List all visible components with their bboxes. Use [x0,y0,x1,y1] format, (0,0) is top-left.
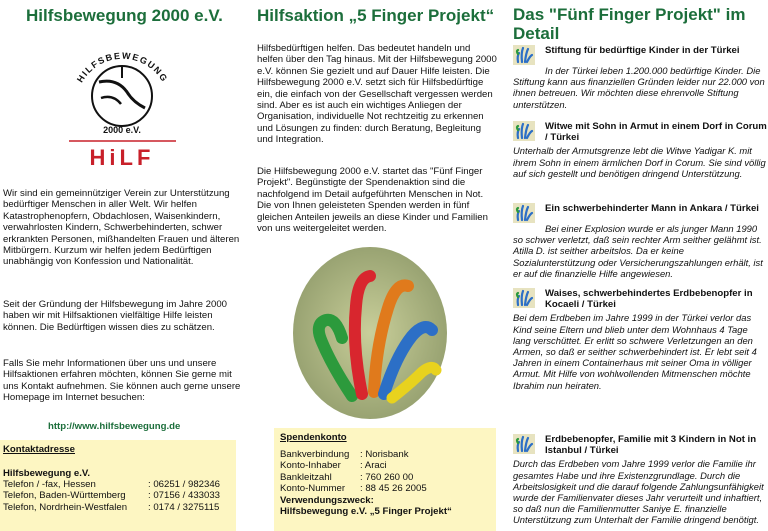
detail-item [513,203,768,279]
purpose-label: Verwendungszweck: [280,494,374,506]
detail-item [513,45,768,110]
item-title: Waises, schwerbehindertes Erdbebenopfer in Kocaeli / Türkei [545,288,753,311]
contact-box [0,440,236,531]
donation-row: Bankverbindung : Norisbank [280,449,409,460]
logo-year: 2000 e.V. [103,125,141,135]
intro-text: Wir sind ein gemeinnütziger Verein zur Unterstützung bedürftiger Menschen in aller Welt. Wir helfen Katastrophenopfern, Obdachlosen, Waisenkindern, verwahrlosten Kindern, Schwerbehinderten, schwer erkrankten Personen, mißhandelten Frauen und älteren Mitbürgern. Kurzum wir helfen jedem Bedürftigen unabhängig von Konfession und Nationalität. [3,188,240,268]
item-body: Unterhalb der Armutsgrenze lebt die Witwe Yadigar K. mit ihrem Sohn in einem ärmlichen Dorf in Corum. Sie sind völlig auf sich gestellt und benötigen dringend Unterstützung. [513,145,766,179]
item-title: Stiftung für bedürftige Kinder in der Türkei [545,45,740,56]
donation-account-box [274,428,496,531]
project-heading: Hilfsaktion „5 Finger Projekt“ [257,6,495,25]
contact-row: Telefon, Baden-Württemberg : 07156 / 433033 [3,490,221,502]
hand-icon [513,121,535,141]
detail-item [513,288,768,391]
contact-row: Telefon, Nordrhein-Westfalen : 0174 / 3275115 [3,501,220,513]
logo-arc-text: HILFSBEWEGUNG [74,50,171,85]
item-body: Bei einer Explosion wurde er als junger Mann 1990 so schwer verletzt, daß sein rechter Arm seither gelähmt ist. Atilla D. ist seither arbeitslos. Da er keine Sozialunterstützung oder Versicherungszahlungen erhält, ist er auf die finanzielle Hilfe angewiesen. [513,223,763,279]
hand-icon [513,203,535,223]
contact-row: Telefon / -fax, Hessen : 06251 / 982346 [3,479,221,491]
item-body: In der Türkei leben 1.200.000 bedürftige Kinder. Die Stiftung kann aus finanziellen Gründen leider nur 22.000 von ihnen betreuen. Wir möchten diese ehrenvolle Stiftung unterstützen. [513,65,765,110]
logo-brand: HiLF [89,145,155,168]
info-text: Falls Sie mehr Informationen über uns und unsere Hilfsaktionen erfahren möchten, können Sie gerne mit uns Kontakt aufnehmen. Sie können auch gerne unsere Homepage im Internet besuchen: [3,358,241,404]
hand-painting-image [292,246,448,420]
detail-heading: Das "Fünf Finger Projekt" im Detail [513,5,746,43]
hand-icon [513,434,535,454]
hilf-logo [55,38,190,168]
donation-row: Bankleitzahl : 760 260 00 [280,471,414,483]
org-heading: Hilfsbewegung 2000 e.V. [26,6,223,25]
column-organization [0,0,244,531]
donation-row: Konto-Inhaber : Araci [280,460,387,472]
hand-icon [513,45,535,65]
donation-row: Konto-Nummer : 88 45 26 2005 [280,483,427,495]
detail-item [513,434,768,526]
item-title: Ein schwerbehinderter Mann in Ankara / Türkei [545,203,759,214]
project-text-2: Die Hilfsbewegung 2000 e.V. startet das "Fünf Finger Projekt". Begünstigte der Spendenaktion sind die nachfolgend im Detail aufgeführten Menschen in Not. Die von Ihnen geleisteten Spenden werden in fünf gleichen Anteilen jeweils an diese Kinder und Familien von uns weitergeleitet werden. [257,166,488,235]
contact-heading: Kontaktadresse [3,444,75,455]
column-detail [510,0,768,531]
founding-text: Seit der Gründung der Hilfsbewegung im Jahre 2000 haben wir mit Hilfsaktionen vielfältige Hilfe leisten können. Die Bedürftigen wissen dies zu schätzen. [3,299,227,333]
hand-icon [513,288,535,308]
project-text-1: Hilfsbedürftigen helfen. Das bedeutet handeln und helfen über den Tag hinaus. Mit der Hilfsbewegung 2000 e.V. können Sie gezielt und auf Dauer Hilfe leisten. Die Hilfsbewegung 2000 e.V. setzt sich für Hilfsbedürftige ein, die einfach von der Gesellschaft vergessen werden sind. Aber es ist auch ein wichtiges Anliegen der Organisation, individuelle Not rechtzeitig zu erkennen und Lösungen zu finden: durch Beratung, Begleitung und Integration. [257,43,497,146]
column-project [254,0,498,531]
item-title: Witwe mit Sohn in Armut in einem Dorf in Corum / Türkei [545,121,767,144]
detail-item [513,121,768,179]
purpose-value: Hilfsbewegung e.V. „5 Finger Projekt“ [280,506,452,518]
item-body: Bei dem Erdbeben im Jahre 1999 in der Türkei verlor das Kind seine Eltern und blieb unter dem Wohnhaus 4 Tage lang verschüttet. Er erlitt so schwere Verletzungen an den Armen, so daß er seither schwerbehindert ist. Er lebt seit 4 Jahren in einem Containerhaus mit seiner Oma in völliger Armut. Mit Hilfe von wohlwollenden Mitmenschen möchte Ibrahim nun heiraten. [513,312,757,391]
donation-heading: Spendenkonto [280,432,347,443]
item-body: Durch das Erdbeben vom Jahre 1999 verlor die Familie ihr gesamtes Habe und ihre Existenzgrundlage. Durch die Arbeitslosigkeit und die darauf folgende Zahlungsunfähigkeit wurde der Familienvater dieses Jahr verurteilt und inhaftiert, so daß nun die Familienmutter Saniye E. finanzielle Unterstützung zum Unterhalt der Familie dringend benötigt. [513,458,764,526]
item-title: Erdbebenopfer, Familie mit 3 Kindern in Not in Istanbul / Türkei [545,434,757,457]
contact-name: Hilfsbewegung e.V. [3,468,91,479]
website-link[interactable]: http://www.hilfsbewegung.de [48,421,181,432]
